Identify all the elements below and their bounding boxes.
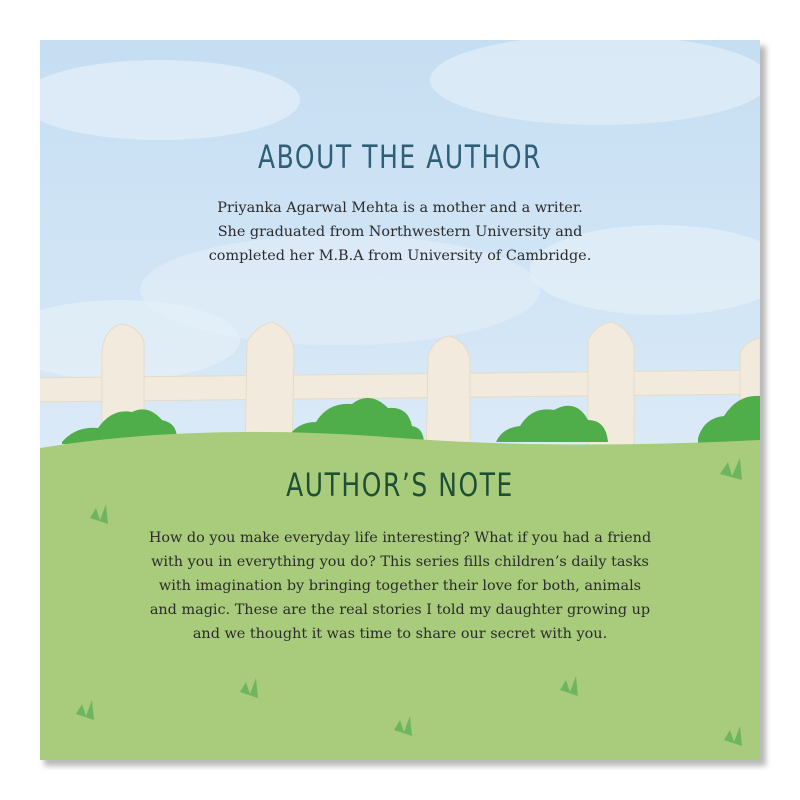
bio-line: completed her M.B.A from University of Cambridge. xyxy=(208,248,592,264)
book-page xyxy=(40,40,760,760)
note-title: AUTHOR’S NOTE xyxy=(286,466,514,504)
author-note xyxy=(40,526,760,646)
note-line: with imagination by bringing together their love for both, animals xyxy=(158,578,642,594)
author-bio xyxy=(40,196,760,268)
note-line: and magic. These are the real stories I told my daughter growing up xyxy=(149,602,651,618)
bio-line: She graduated from Northwestern University and xyxy=(217,224,583,240)
note-line: and we thought it was time to share our secret with you. xyxy=(192,626,608,642)
about-title: ABOUT THE AUTHOR xyxy=(258,138,542,176)
note-line: How do you make everyday life interesting? What if you had a friend xyxy=(148,530,652,546)
bio-line: Priyanka Agarwal Mehta is a mother and a writer. xyxy=(217,200,583,216)
note-line: with you in everything you do? This series fills children’s daily tasks xyxy=(151,554,649,570)
